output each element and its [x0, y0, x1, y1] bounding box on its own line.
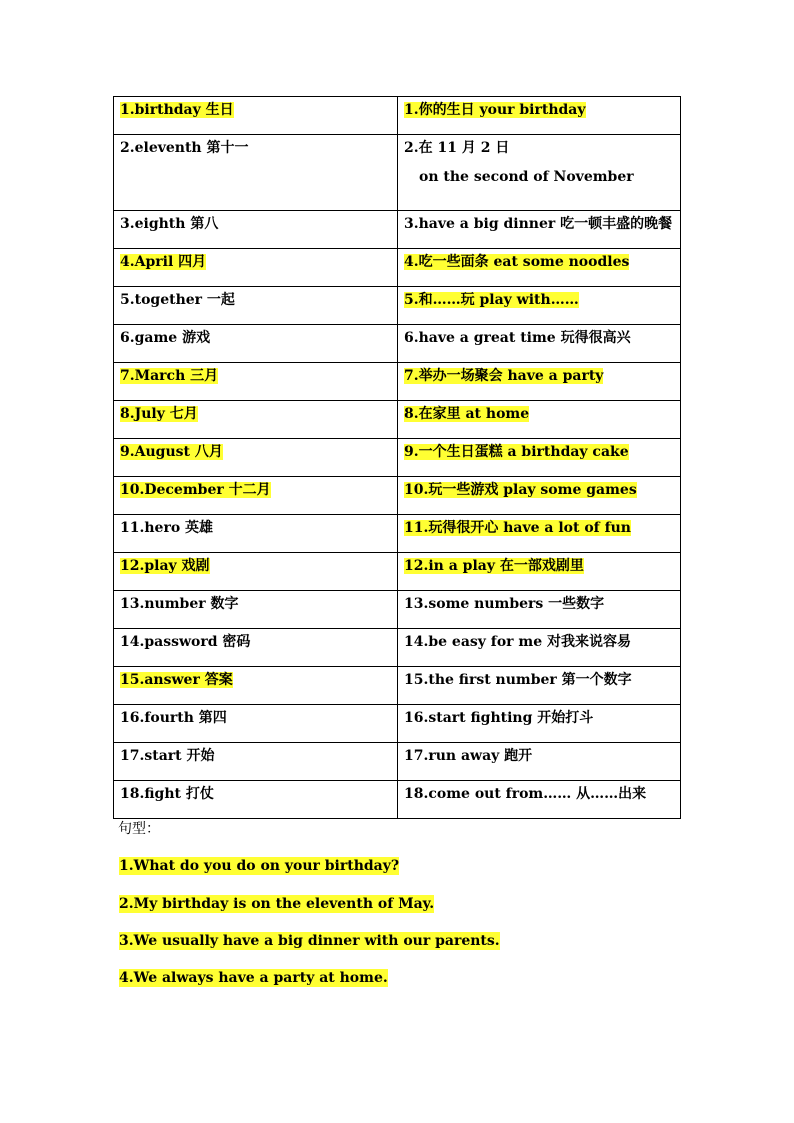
vocabulary-table-body: [114, 97, 681, 819]
word-text: 8.July 七月: [120, 406, 198, 422]
phrase-cell: [398, 439, 681, 477]
vocabulary-table: [113, 96, 681, 819]
word-cell: [114, 325, 398, 363]
phrase-cell: [398, 667, 681, 705]
sentence-4: 4.We always have a party at home.: [119, 970, 388, 986]
phrase-text-line-2: on the second of November: [419, 169, 634, 185]
word-text: 13.number 数字: [120, 596, 239, 612]
phrase-text: 5.和……玩 play with……: [404, 292, 579, 308]
word-cell: [114, 515, 398, 553]
word-text: 10.December 十二月: [120, 482, 271, 498]
word-text: 11.hero 英雄: [120, 520, 214, 536]
word-cell: [114, 743, 398, 781]
word-text: 2.eleventh 第十一: [120, 140, 249, 156]
table-row: [114, 591, 681, 629]
phrase-cell: [398, 591, 681, 629]
word-cell: [114, 477, 398, 515]
phrase-text: 16.start fighting 开始打斗: [404, 710, 594, 726]
phrase-text: 17.run away 跑开: [404, 748, 533, 764]
phrase-cell: [398, 515, 681, 553]
phrase-cell: [398, 363, 681, 401]
phrase-cell: [398, 705, 681, 743]
phrase-text: 13.some numbers 一些数字: [404, 596, 605, 612]
phrase-text: 9.一个生日蛋糕 a birthday cake: [404, 444, 629, 460]
table-row: [114, 553, 681, 591]
word-cell: [114, 629, 398, 667]
phrase-cell: [398, 477, 681, 515]
phrase-cell: [398, 249, 681, 287]
table-row: [114, 97, 681, 135]
word-cell: [114, 249, 398, 287]
table-row: [114, 401, 681, 439]
word-text: 15.answer 答案: [120, 672, 233, 688]
word-text: 1.birthday 生日: [120, 102, 234, 118]
word-cell: [114, 97, 398, 135]
table-row: [114, 781, 681, 819]
phrase-text: 14.be easy for me 对我来说容易: [404, 634, 632, 650]
word-cell: [114, 401, 398, 439]
word-text: 7.March 三月: [120, 368, 219, 384]
word-text: 9.August 八月: [120, 444, 223, 460]
word-cell: [114, 781, 398, 819]
table-row: [114, 439, 681, 477]
word-text: 6.game 游戏: [120, 330, 211, 346]
phrase-cell: [398, 211, 681, 249]
table-row: [114, 249, 681, 287]
phrase-text: 11.玩得很开心 have a lot of fun: [404, 520, 631, 536]
word-cell: [114, 553, 398, 591]
phrase-cell: [398, 553, 681, 591]
table-row: [114, 629, 681, 667]
table-row: [114, 325, 681, 363]
word-cell: [114, 439, 398, 477]
phrase-cell: [398, 629, 681, 667]
phrase-text: 3.have a big dinner 吃一顿丰盛的晚餐: [404, 216, 673, 232]
sentence-patterns-title: 句型：: [118, 821, 160, 837]
phrase-cell: [398, 135, 681, 211]
sentence-3: 3.We usually have a big dinner with our parents.: [119, 933, 500, 949]
phrase-text: 7.举办一场聚会 have a party: [404, 368, 604, 384]
word-cell: [114, 363, 398, 401]
sentence-1: 1.What do you do on your birthday?: [119, 858, 400, 874]
word-text: 4.April 四月: [120, 254, 207, 270]
phrase-cell: [398, 781, 681, 819]
table-row: [114, 477, 681, 515]
phrase-text: 1.你的生日 your birthday: [404, 102, 586, 118]
phrase-text: 4.吃一些面条 eat some noodles: [404, 254, 630, 270]
phrase-cell: [398, 401, 681, 439]
word-cell: [114, 135, 398, 211]
phrase-text: 10.玩一些游戏 play some games: [404, 482, 637, 498]
table-row: [114, 211, 681, 249]
word-text: 17.start 开始: [120, 748, 215, 764]
word-cell: [114, 667, 398, 705]
phrase-cell: [398, 325, 681, 363]
word-cell: [114, 705, 398, 743]
phrase-text: 6.have a great time 玩得很高兴: [404, 330, 631, 346]
table-row: [114, 287, 681, 325]
phrase-text: 18.come out from…… 从……出来: [404, 786, 647, 802]
table-row: [114, 135, 681, 211]
table-row: [114, 363, 681, 401]
word-cell: [114, 287, 398, 325]
table-row: [114, 705, 681, 743]
phrase-cell: [398, 97, 681, 135]
phrase-cell: [398, 287, 681, 325]
phrase-text: 2.在 11 月 2 日: [404, 140, 510, 156]
word-text: 18.fight 打仗: [120, 786, 214, 802]
word-text: 12.play 戏剧: [120, 558, 210, 574]
phrase-text: 8.在家里 at home: [404, 406, 530, 422]
word-text: 16.fourth 第四: [120, 710, 227, 726]
word-text: 14.password 密码: [120, 634, 251, 650]
phrase-cell: [398, 743, 681, 781]
word-cell: [114, 591, 398, 629]
table-row: [114, 743, 681, 781]
table-row: [114, 515, 681, 553]
phrase-text: 15.the first number 第一个数字: [404, 672, 632, 688]
phrase-text: 12.in a play 在一部戏剧里: [404, 558, 584, 574]
word-cell: [114, 211, 398, 249]
sentence-2: 2.My birthday is on the eleventh of May.: [119, 896, 435, 912]
word-text: 3.eighth 第八: [120, 216, 219, 232]
word-text: 5.together 一起: [120, 292, 235, 308]
table-row: [114, 667, 681, 705]
